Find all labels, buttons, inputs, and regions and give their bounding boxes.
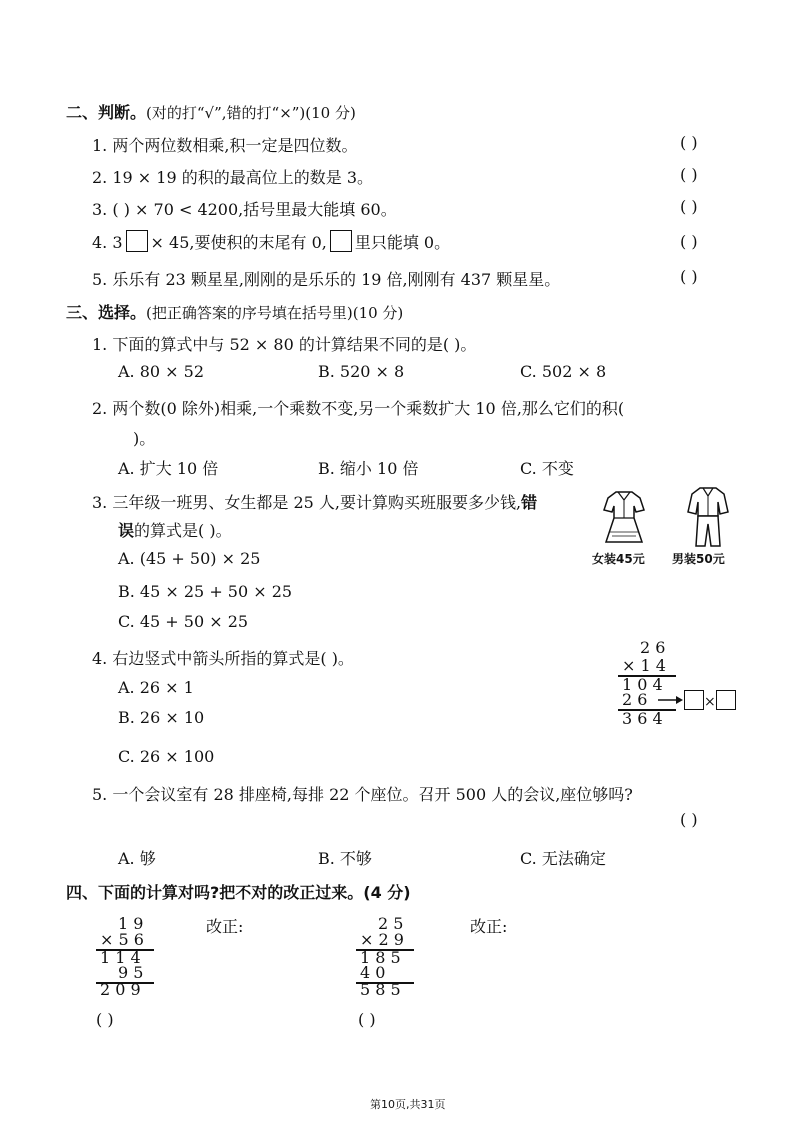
question-text: 右边竖式中箭头所指的算式是( )。 bbox=[112, 649, 354, 668]
arrow-right-icon bbox=[658, 694, 684, 706]
blank-box[interactable] bbox=[126, 230, 148, 252]
correction-label: 改正: bbox=[206, 917, 244, 936]
choice-question-5 bbox=[92, 782, 633, 805]
judge-item-3 bbox=[92, 197, 397, 220]
answer-paren[interactable]: ( ) bbox=[680, 232, 698, 251]
section-2-heading bbox=[66, 100, 356, 123]
girl-dress-illustration bbox=[600, 488, 648, 548]
answer-paren[interactable]: ( ) bbox=[358, 1010, 376, 1029]
answer-paren[interactable]: ( ) bbox=[680, 267, 698, 286]
choice-question-4 bbox=[92, 646, 354, 669]
question-number: 4. bbox=[92, 649, 108, 668]
judge-item-1 bbox=[92, 133, 357, 156]
item-number: 2. bbox=[92, 168, 108, 187]
question-text-line2: )。 bbox=[133, 429, 156, 448]
correction-label: 改正: bbox=[470, 917, 508, 936]
section-4-heading: 四、下面的计算对吗?把不对的改正过来。(4 分) bbox=[66, 883, 411, 902]
option-b: B. 520 × 8 bbox=[318, 362, 405, 381]
partial-product-2: 2 6 bbox=[622, 690, 648, 709]
product: 5 8 5 bbox=[360, 980, 401, 999]
item-text: 两个两位数相乘,积一定是四位数。 bbox=[112, 136, 358, 155]
blank-box[interactable] bbox=[330, 230, 352, 252]
choice-question-2 bbox=[92, 396, 624, 419]
multiply-expression bbox=[684, 690, 736, 710]
item-number: 1. bbox=[92, 136, 108, 155]
multiplicand: 2 6 bbox=[640, 638, 666, 657]
item-number: 5. bbox=[92, 270, 108, 289]
product: 2 0 9 bbox=[100, 980, 141, 999]
blank-box[interactable] bbox=[716, 690, 736, 710]
boy-price-caption: 男装50元 bbox=[672, 552, 725, 566]
choice-question-3 bbox=[92, 490, 537, 513]
blank-box[interactable] bbox=[684, 690, 704, 710]
option-b: B. 不够 bbox=[318, 849, 372, 868]
question-text-line2 bbox=[118, 518, 232, 541]
question-text: 下面的算式中与 52 × 80 的计算结果不同的是( )。 bbox=[112, 335, 477, 354]
option-c: C. 45 + 50 × 25 bbox=[118, 612, 249, 631]
item-number: 3. bbox=[92, 200, 108, 219]
answer-paren[interactable]: ( ) bbox=[96, 1010, 114, 1029]
option-b: B. 26 × 10 bbox=[118, 708, 205, 727]
option-c: C. 无法确定 bbox=[520, 849, 606, 868]
option-b: B. 45 × 25 + 50 × 25 bbox=[118, 582, 293, 601]
partial-product-2: 4 0 bbox=[360, 963, 386, 982]
option-a: A. 够 bbox=[118, 849, 156, 868]
question-text: 一个会议室有 28 排座椅,每排 22 个座位。召开 500 人的会议,座位够吗? bbox=[112, 785, 633, 804]
item-text-a: 3 bbox=[112, 233, 123, 252]
answer-paren[interactable]: ( ) bbox=[680, 197, 698, 216]
item-text-c: 里只能填 0。 bbox=[354, 233, 451, 252]
times-sign: × bbox=[704, 694, 716, 710]
option-b: B. 缩小 10 倍 bbox=[318, 459, 419, 478]
section-3-heading bbox=[66, 300, 403, 323]
section-2-note: (对的打“√”,错的打“×”)(10 分) bbox=[146, 104, 356, 122]
product: 3 6 4 bbox=[622, 709, 663, 728]
option-c: C. 502 × 8 bbox=[520, 362, 607, 381]
option-a: A. 26 × 1 bbox=[118, 678, 194, 697]
partial-product-1: 1 8 5 bbox=[360, 948, 401, 967]
partial-product-1: 1 0 4 bbox=[622, 675, 663, 694]
question-text: 的算式是( )。 bbox=[134, 521, 232, 540]
judge-item-4 bbox=[92, 230, 450, 253]
choice-question-1 bbox=[92, 332, 476, 355]
girl-price-caption: 女装45元 bbox=[592, 552, 645, 566]
multiplicand: 2 5 bbox=[378, 914, 404, 933]
item-text-b: × 45,要使积的末尾有 0, bbox=[150, 233, 327, 252]
question-number: 2. bbox=[92, 399, 108, 418]
item-text: ( ) × 70 < 4200,括号里最大能填 60。 bbox=[112, 200, 397, 219]
option-c: C. 不变 bbox=[520, 459, 574, 478]
option-a: A. 扩大 10 倍 bbox=[118, 459, 219, 478]
answer-paren[interactable]: ( ) bbox=[680, 165, 698, 184]
item-number: 4. bbox=[92, 233, 108, 252]
emphasis-char: 误 bbox=[118, 521, 135, 540]
judge-item-5 bbox=[92, 267, 560, 290]
multiplier: × 1 4 bbox=[622, 656, 666, 675]
item-text: 乐乐有 23 颗星星,刚刚的是乐乐的 19 倍,刚刚有 437 颗星星。 bbox=[112, 270, 561, 289]
question-number: 5. bbox=[92, 785, 108, 804]
question-text: 两个数(0 除外)相乘,一个乘数不变,另一个乘数扩大 10 倍,那么它们的积( bbox=[112, 399, 625, 418]
page-number: 第10页,共31页 bbox=[370, 1098, 446, 1111]
section-3-title: 三、选择。 bbox=[66, 303, 147, 322]
question-text: 三年级一班男、女生都是 25 人,要计算购买班服要多少钱, bbox=[112, 493, 522, 512]
multiplier: × 5 6 bbox=[100, 930, 144, 949]
option-c: C. 26 × 100 bbox=[118, 747, 215, 766]
boy-suit-illustration bbox=[686, 484, 730, 550]
partial-product-2: 9 5 bbox=[118, 963, 144, 982]
section-2-title: 二、判断。 bbox=[66, 103, 147, 122]
question-number: 3. bbox=[92, 493, 108, 512]
section-3-note: (把正确答案的序号填在括号里)(10 分) bbox=[146, 304, 404, 322]
emphasis-char: 错 bbox=[521, 493, 538, 512]
item-text: 19 × 19 的积的最高位上的数是 3。 bbox=[112, 168, 374, 187]
answer-paren[interactable]: ( ) bbox=[680, 133, 698, 152]
option-a: A. (45 + 50) × 25 bbox=[118, 549, 261, 568]
judge-item-2 bbox=[92, 165, 373, 188]
multiplicand: 1 9 bbox=[118, 914, 144, 933]
option-a: A. 80 × 52 bbox=[118, 362, 205, 381]
multiplier: × 2 9 bbox=[360, 930, 404, 949]
answer-paren[interactable]: ( ) bbox=[680, 810, 698, 829]
partial-product-1: 1 1 4 bbox=[100, 948, 141, 967]
question-number: 1. bbox=[92, 335, 108, 354]
